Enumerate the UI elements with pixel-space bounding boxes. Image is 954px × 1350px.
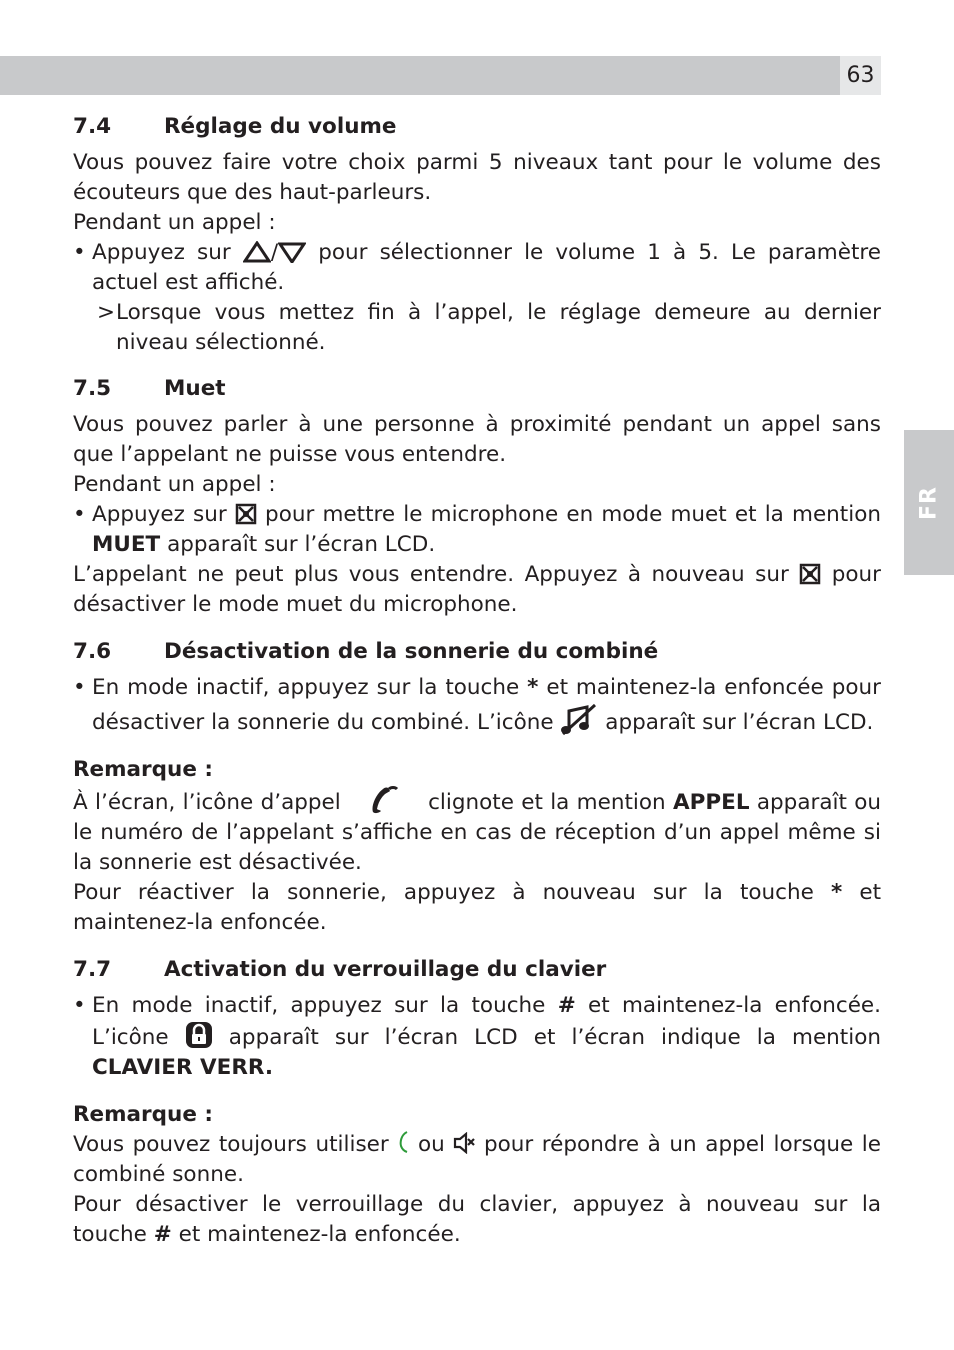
bullet-item: • Appuyez sur pour mettre le microphone en mode muet et la mention MUET apparaît sur l’écran LCD. — [73, 502, 881, 557]
lcd-label-clavier-verr: CLAVIER VERR. — [92, 1055, 274, 1080]
paragraph — [73, 1190, 881, 1250]
star-key: * — [527, 675, 539, 700]
paragraph — [73, 878, 881, 938]
paragraph: Pendant un appel : — [73, 210, 276, 235]
bullet-item: • Appuyez sur / pour sélectionner le volume 1 à 5. Le paramètre actuel est affiché. — [73, 240, 881, 295]
text: et maintenez-la enfoncée pour désactiver la sonnerie du combiné. L’icône — [92, 675, 881, 735]
text: et maintenez-la enfoncée. L’icône — [92, 993, 881, 1050]
speaker-icon — [453, 1132, 475, 1154]
bullet-item: • En mode inactif, appuyez sur la touche # et maintenez-la enfoncée. L’icône apparaît sur l’écran LCD et l’écran indique la mention CLAVIER VERR. — [73, 993, 881, 1080]
paragraph: Vous pouvez parler à une personne à proximité pendant un appel sans que l’appelant ne puisse vous entendre. — [73, 412, 881, 467]
page-number: 63 — [840, 56, 881, 95]
section-title: Désactivation de la sonnerie du combiné — [164, 639, 659, 664]
text: Pour réactiver la sonnerie, appuyez à nouveau sur la touche — [73, 880, 814, 905]
text: pour mettre le microphone en mode muet et la mention — [265, 502, 881, 527]
section-heading-7-5 — [73, 374, 881, 404]
paragraph: Vous pouvez faire votre choix parmi 5 niveaux tant pour le volume des écouteurs que des haut-parleurs. — [73, 150, 881, 205]
language-tab-label: FR — [916, 485, 942, 520]
section-heading-7-7 — [73, 955, 881, 985]
page-content — [73, 112, 881, 1250]
section-title: Activation du verrouillage du clavier — [164, 957, 607, 982]
section-number: 7.6 — [73, 639, 112, 664]
mute-key-icon — [235, 503, 257, 525]
language-tab — [904, 430, 954, 575]
triangle-down-icon — [278, 241, 306, 263]
text: ou — [417, 1132, 445, 1157]
text: L’appelant ne peut plus vous entendre. Appuyez à nouveau sur — [73, 562, 789, 587]
bullet-item: • En mode inactif, appuyez sur la touche * et maintenez-la enfoncée pour désactiver la sonnerie du combiné. L’icône apparaît sur l’écran LCD. — [73, 675, 881, 735]
text: pour désactiver le mode muet du microphone. — [73, 562, 881, 617]
paragraph — [73, 1130, 881, 1190]
text: apparaît sur l’écran LCD. — [167, 532, 436, 557]
remark-label: Remarque : — [73, 1102, 214, 1127]
text: apparaît sur l’écran LCD. — [605, 710, 874, 735]
text: Lorsque vous mettez fin à l’appel, le réglage demeure au dernier niveau sélectionné. — [116, 300, 881, 355]
text: apparaît sur l’écran LCD et l’écran indique la mention — [228, 1025, 881, 1050]
section-number: 7.5 — [73, 376, 112, 401]
ringer-off-icon — [560, 703, 598, 737]
text: pour sélectionner le volume 1 à 5. Le paramètre actuel est affiché. — [92, 240, 881, 295]
text: Appuyez sur — [92, 240, 231, 265]
section-title: Réglage du volume — [164, 114, 397, 139]
triangle-up-icon — [243, 241, 271, 263]
hash-key: # — [153, 1222, 172, 1247]
section-title: Muet — [164, 376, 226, 401]
text: et maintenez-la enfoncée. — [178, 1222, 461, 1247]
remark-label: Remarque : — [73, 757, 214, 782]
text: apparaît ou le numéro de l’appelant s’affiche en cas de réception d’un appel même si la sonnerie est désactivée. — [73, 790, 882, 875]
text: pour répondre à un appel lorsque le combiné sonne. — [73, 1132, 882, 1187]
text: À l’écran, l’icône d’appel — [73, 790, 341, 815]
lcd-label-appel: APPEL — [672, 790, 750, 815]
section-number: 7.7 — [73, 957, 112, 982]
section-heading-7-6 — [73, 637, 881, 667]
handset-icon — [369, 785, 401, 815]
section-number: 7.4 — [73, 114, 112, 139]
padlock-icon — [185, 1021, 213, 1049]
text: clignote et la mention — [428, 790, 666, 815]
text: En mode inactif, appuyez sur la touche — [92, 675, 520, 700]
header-bar — [0, 56, 840, 95]
text: En mode inactif, appuyez sur la touche — [92, 993, 546, 1018]
hash-key: # — [557, 993, 576, 1018]
paragraph — [73, 560, 881, 620]
lcd-label-muet: MUET — [92, 532, 161, 557]
text: Vous pouvez toujours utiliser — [73, 1132, 389, 1157]
mute-key-icon — [799, 563, 821, 585]
section-heading-7-4 — [73, 112, 881, 142]
text: Appuyez sur — [92, 502, 227, 527]
paragraph — [73, 785, 881, 878]
text: et maintenez-la enfoncée. — [73, 880, 882, 935]
star-key: * — [830, 880, 843, 905]
talk-key-icon — [397, 1130, 409, 1154]
paragraph: Pendant un appel : — [73, 472, 276, 497]
text: Pour désactiver le verrouillage du clavier, appuyez à nouveau sur la touche — [73, 1192, 881, 1247]
sub-item: > Lorsque vous mettez fin à l’appel, le réglage demeure au dernier niveau sélectionné. — [97, 298, 881, 358]
